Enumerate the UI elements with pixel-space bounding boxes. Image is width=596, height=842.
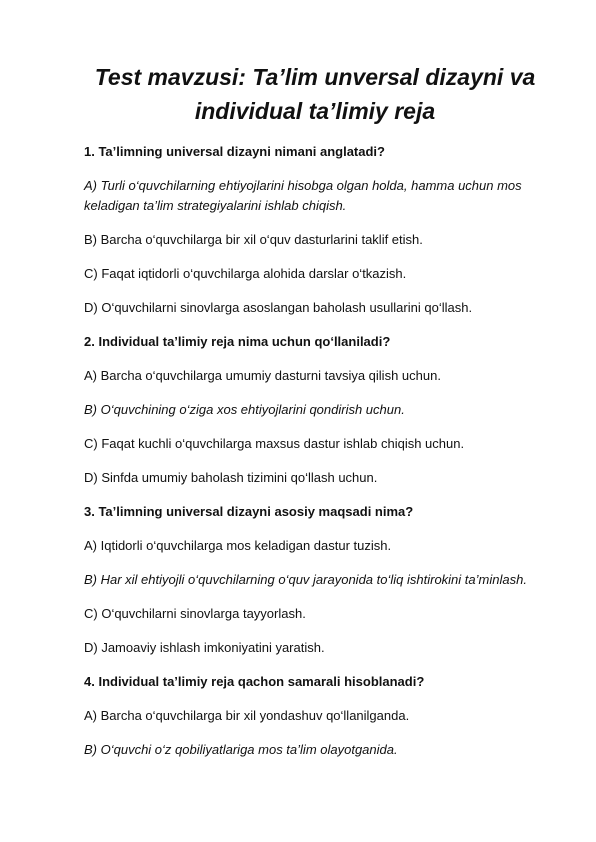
question-3: 3. Ta’limning universal dizayni asosiy maqsadi nima?	[84, 504, 414, 519]
question-block-2	[84, 332, 546, 488]
document-title: Test mavzusi: Ta’lim unversal dizayni va individual ta’limiy reja	[94, 64, 536, 124]
question-1-option-d: D) O‘quvchilarni sinovlarga asoslangan baholash usullarini qo‘llash.	[84, 300, 473, 315]
question-4: 4. Individual ta’limiy reja qachon samarali hisoblanadi?	[84, 674, 425, 689]
question-block-4	[84, 672, 546, 760]
question-block-1	[84, 142, 546, 318]
question-1-option-a: A) Turli o‘quvchilarning ehtiyojlarini hisobga olgan holda, hamma uchun mos keladigan ta’lim strategiyalarini ishlab chiqish.	[84, 178, 522, 213]
question-3-option-a: A) Iqtidorli o‘quvchilarga mos keladigan dastur tuzish.	[84, 538, 392, 553]
question-2-option-d: D) Sinfda umumiy baholash tizimini qo‘llash uchun.	[84, 470, 378, 485]
question-3-option-d: D) Jamoaviy ishlash imkoniyatini yaratish.	[84, 640, 325, 655]
question-2: 2. Individual ta’limiy reja nima uchun qo‘llaniladi?	[84, 334, 391, 349]
question-block-3	[84, 502, 546, 658]
question-3-option-b: B) Har xil ehtiyojli o‘quvchilarning o‘quv jarayonida to‘liq ishtirokini ta’minlash.	[84, 572, 527, 587]
question-2-option-b: B) O‘quvchining o‘ziga xos ehtiyojlarini qondirish uchun.	[84, 402, 405, 417]
question-2-option-a: A) Barcha o‘quvchilarga umumiy dasturni tavsiya qilish uchun.	[84, 368, 441, 383]
question-4-option-a: A) Barcha o‘quvchilarga bir xil yondashuv qo‘llanilganda.	[84, 708, 410, 723]
question-2-option-c: C) Faqat kuchli o‘quvchilarga maxsus dastur ishlab chiqish uchun.	[84, 436, 465, 451]
question-1: 1. Ta’limning universal dizayni nimani anglatadi?	[84, 144, 385, 159]
question-3-option-c: C) O‘quvchilarni sinovlarga tayyorlash.	[84, 606, 306, 621]
question-1-option-c: C) Faqat iqtidorli o‘quvchilarga alohida darslar o‘tkazish.	[84, 266, 407, 281]
question-1-option-b: B) Barcha o‘quvchilarga bir xil o‘quv dasturlarini taklif etish.	[84, 232, 423, 247]
question-4-option-b: B) O‘quvchi o‘z qobiliyatlariga mos ta’lim olayotganida.	[84, 742, 398, 757]
